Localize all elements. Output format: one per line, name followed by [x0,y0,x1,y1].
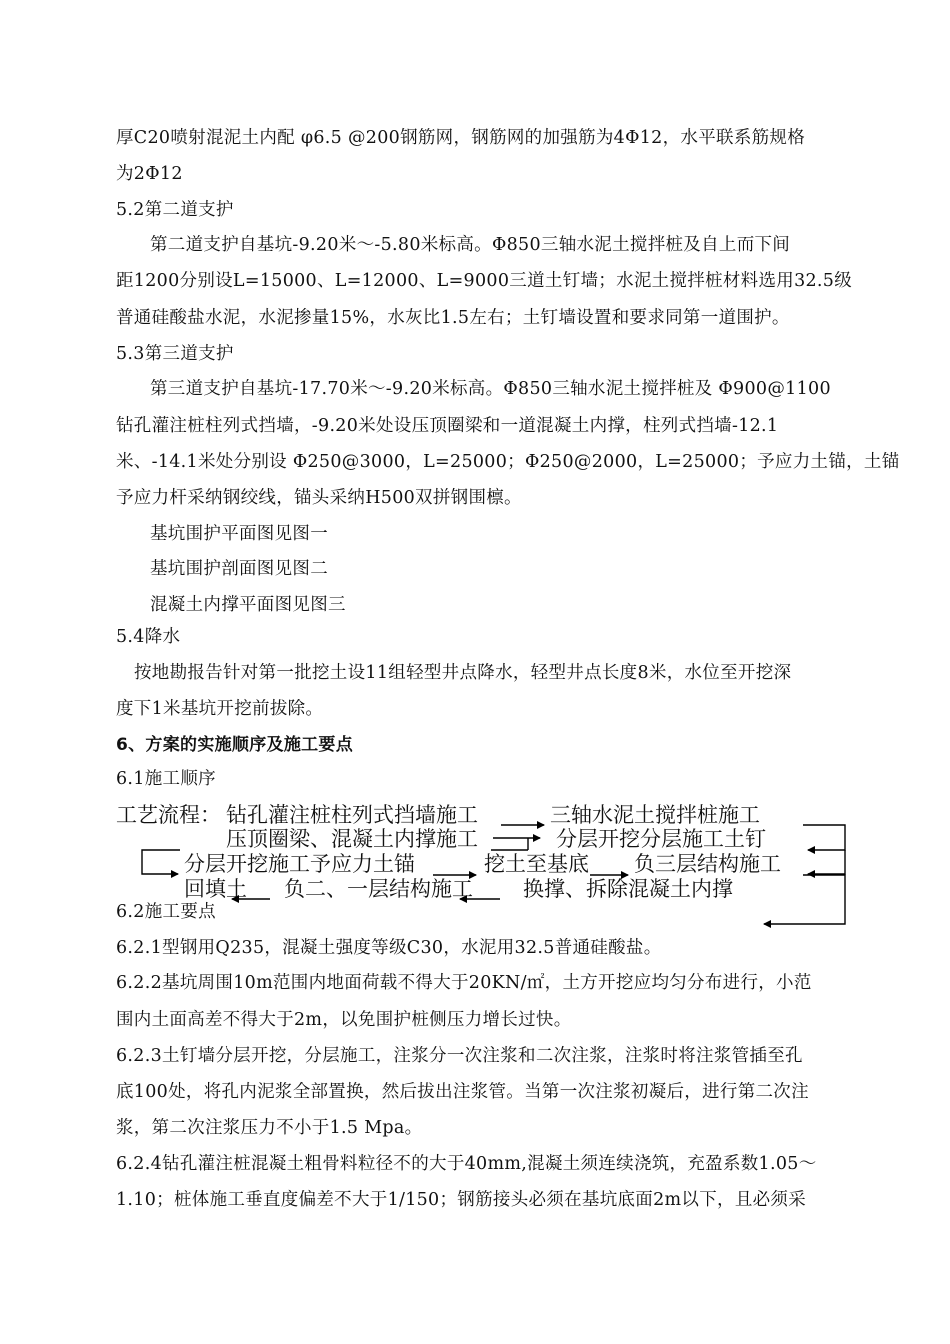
section-heading: 6.1施工顺序 [116,769,216,789]
paragraph-line: 距1200分别设L=15000、L=12000、L=9000三道土钉墙；水泥土搅拌桩材料选用32.5级 [116,271,853,291]
section-heading: 5.2第二道支护 [116,200,234,220]
flow-step: 分层开挖施工予应力土锚 [184,852,415,876]
paragraph-line: 钻孔灌注桩柱列式挡墙，-9.20米处设压顶圈梁和一道混凝土内撑，柱列式挡墙-12.1 [116,416,779,436]
flow-step: 负三层结构施工 [634,852,781,876]
paragraph-line: 为2Φ12 [116,164,183,184]
paragraph-line: 米、-14.1米处分别设 Φ250@3000，L=25000；Φ250@2000，L=25000；予应力土锚，土锚 [116,452,900,472]
flow-step: 分层开挖分层施工土钉 [556,827,766,851]
figure-reference: 混凝土内撑平面图见图三 [150,595,346,615]
arrow-left-bracket [808,850,845,874]
paragraph-line: 1.10；桩体施工垂直度偏差不大于1/150；钢筋接头必须在基坑底面2m以下，且必须采 [116,1190,807,1210]
paragraph-line: 6.2.2基坑周围10m范围内地面荷载不得大于20KN/㎡，土方开挖应均匀分布进行，小范 [116,973,812,993]
flow-step: 挖土至基底 [484,852,589,876]
flow-step: 三轴水泥土搅拌桩施工 [550,803,760,827]
paragraph-line: 6.2.4钻孔灌注桩混凝土粗骨料粒径不的大于40mm,混凝土须连续浇筑，充盈系数1.05～ [116,1154,817,1174]
flow-step: 回填土 [184,877,247,901]
figure-reference: 基坑围护平面图见图一 [150,524,328,544]
paragraph-line: 第三道支护自基坑-17.70米～-9.20米标高。Φ850三轴水泥土搅拌桩及 Φ900@1100 [150,379,831,399]
figure-reference: 基坑围护剖面图见图二 [150,559,328,579]
paragraph-line: 予应力杆采纳钢绞线，锚头采纳H500双拼钢围檩。 [116,488,522,508]
arrow-bracket-down [764,875,845,924]
flow-step: 负二、一层结构施工 [284,877,473,901]
section-heading: 5.4降水 [116,627,181,647]
paragraph-line: 围内土面高差不得大于2m，以免围护桩侧压力增长过快。 [116,1010,572,1030]
flow-step: 压顶圈梁、混凝土内撑施工 [226,827,478,851]
flow-step: 钻孔灌注桩柱列式挡墙施工 [226,803,478,827]
paragraph-line: 度下1米基坑开挖前拔除。 [116,699,324,719]
paragraph-line: 浆，第二次注浆压力不小于1.5 Mpa。 [116,1118,423,1138]
paragraph-line: 6.2.1型钢用Q235，混凝土强度等级C30，水泥用32.5普通硅酸盐。 [116,938,662,958]
paragraph-line: 按地勘报告针对第一批挖土设11组轻型井点降水，轻型井点长度8米，水位至开挖深 [134,663,792,683]
paragraph-line: 普通硅酸盐水泥，水泥掺量15%，水灰比1.5左右；土钉墙设置和要求同第一道围护。 [116,308,790,328]
flow-step: 换撑、拆除混凝土内撑 [523,877,733,901]
paragraph-line: 第二道支护自基坑-9.20米～-5.80米标高。Φ850三轴水泥土搅拌桩及自上而下间 [150,235,791,255]
chapter-heading: 6、方案的实施顺序及施工要点 [116,735,354,755]
paragraph-line: 厚C20喷射混泥土内配 φ6.5 @200钢筋网，钢筋网的加强筋为4Φ12，水平联系筋规格 [116,128,806,148]
section-heading: 5.3第三道支护 [116,344,234,364]
arrow-left-bracket [803,825,845,850]
flow-label: 工艺流程： [116,803,221,827]
section-heading: 6.2施工要点 [116,902,216,922]
paragraph-line: 底100处，将孔内泥浆全部置换，然后拔出注浆管。当第一次注浆初凝后，进行第二次注 [116,1082,809,1102]
paragraph-line: 6.2.3土钉墙分层开挖，分层施工，注浆分一次注浆和二次注浆，注浆时将注浆管插至孔 [116,1046,803,1066]
arrow-bracket-left [142,850,180,874]
